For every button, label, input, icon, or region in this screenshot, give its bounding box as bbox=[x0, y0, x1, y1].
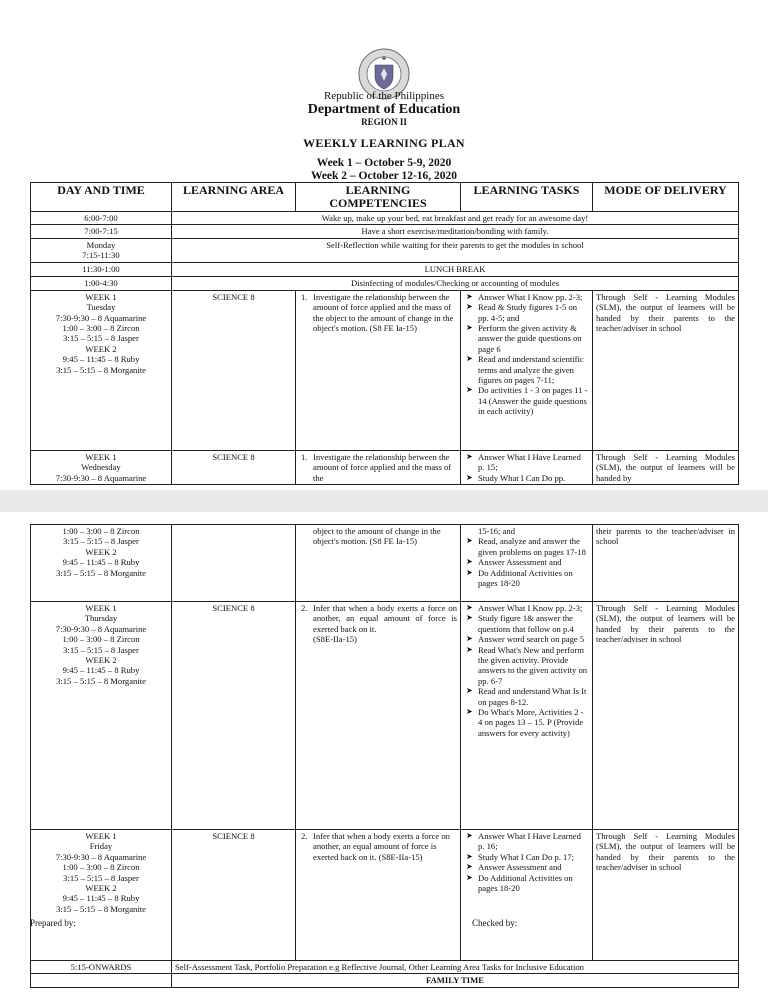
day-time-line: WEEK 2 bbox=[85, 343, 117, 354]
tasks-cell bbox=[461, 830, 593, 961]
day-time-line: WEEK 1 bbox=[85, 603, 117, 613]
day-time-line: WEEK 1 bbox=[85, 451, 117, 462]
routine-activity: Disinfecting of modules/Checking or accounting of modules bbox=[172, 276, 739, 290]
day-time-cell bbox=[31, 602, 172, 830]
mode-of-delivery: Through Self - Learning Modules (SLM), the output of learners will be handed by their parents to the teacher/adviser in school bbox=[593, 830, 739, 961]
arrow-bullet-icon: ➤ bbox=[466, 634, 473, 644]
task-item bbox=[466, 323, 589, 354]
day-time-line: WEEK 2 bbox=[85, 655, 117, 666]
day-time-line: Friday bbox=[89, 841, 113, 852]
day-time-cell bbox=[31, 525, 172, 602]
task-list bbox=[464, 292, 589, 417]
task-item bbox=[466, 557, 589, 568]
task-text: Answer Assessment and bbox=[478, 862, 562, 873]
table-row bbox=[31, 602, 739, 830]
day-time-line: Tuesday bbox=[86, 302, 116, 313]
day-time-line: Wednesday bbox=[81, 462, 121, 473]
day-time-lines bbox=[34, 603, 168, 686]
task-text: Answer What I Know pp. 2-3; bbox=[478, 291, 583, 302]
task-item bbox=[466, 707, 589, 738]
task-list bbox=[464, 452, 589, 483]
task-text: Answer Assessment and bbox=[478, 557, 562, 568]
task-item bbox=[466, 354, 589, 386]
arrow-bullet-icon: ➤ bbox=[466, 302, 473, 312]
task-text: Study figure 1& answer the questions that follow on p.4 bbox=[478, 613, 574, 634]
routine-time bbox=[31, 238, 172, 262]
table-row bbox=[31, 238, 739, 262]
day-time-line: 1:00 – 3:00 – 8 Zircon bbox=[62, 634, 140, 645]
task-text: Do Additional Activities on pages 18-20 bbox=[478, 567, 573, 589]
task-item bbox=[466, 451, 589, 473]
task-item bbox=[466, 385, 589, 417]
competency-cell bbox=[296, 290, 461, 450]
arrow-bullet-icon: ➤ bbox=[466, 644, 473, 654]
routine-activity: Self-Reflection while waiting for their parents to get the modules in school bbox=[172, 238, 739, 262]
day-time-cell bbox=[31, 830, 172, 961]
routine-time: 6:00-7:00 bbox=[31, 212, 172, 225]
day-time-line: Monday bbox=[86, 239, 116, 250]
family-time: FAMILY TIME bbox=[172, 974, 739, 988]
learning-plan-table bbox=[30, 182, 739, 485]
learning-area bbox=[172, 525, 296, 602]
task-item bbox=[466, 613, 589, 634]
region-text: REGION II bbox=[361, 117, 407, 127]
arrow-bullet-icon: ➤ bbox=[466, 872, 473, 882]
competency-cell bbox=[296, 602, 461, 830]
table-row bbox=[31, 450, 739, 484]
day-time-line: 3:15 – 5:15 – 8 Jasper bbox=[63, 872, 139, 883]
competency-number: 1. bbox=[301, 451, 308, 462]
arrow-bullet-icon: ➤ bbox=[466, 686, 473, 696]
arrow-bullet-icon: ➤ bbox=[466, 613, 473, 623]
tasks-cell bbox=[461, 450, 593, 484]
task-item bbox=[466, 686, 589, 707]
mode-of-delivery: Through Self - Learning Modules (SLM), the output of learners will be handed by bbox=[593, 450, 739, 484]
day-time-line: 7:30-9:30 – 8 Aquamarine bbox=[55, 312, 147, 323]
family-time-spacer bbox=[31, 974, 172, 988]
day-time-line: 7:30-9:30 – 8 Aquamarine bbox=[55, 851, 147, 862]
mode-of-delivery: Through Self - Learning Modules (SLM), the output of learners will be handed by their parents to the teacher/adviser in school bbox=[593, 602, 739, 830]
day-time-line: Thursday bbox=[84, 613, 118, 624]
day-time-line: WEEK 2 bbox=[85, 546, 117, 557]
tasks-cell bbox=[461, 525, 593, 602]
table-row bbox=[31, 830, 739, 961]
tasks-cell bbox=[461, 602, 593, 830]
republic-text: Republic of the Philippines bbox=[323, 90, 445, 102]
day-time-line: 1:00 – 3:00 – 8 Zircon bbox=[62, 323, 140, 334]
prepared-by-label: Prepared by: bbox=[30, 918, 76, 928]
day-time-line: 9:45 – 11:45 – 8 Ruby bbox=[62, 893, 140, 904]
onwards-time: 5:15-ONWARDS bbox=[31, 961, 172, 974]
competency-text: object to the amount of change in the object's motion. (S8 FE Ia-15) bbox=[313, 526, 441, 547]
table-row bbox=[31, 525, 739, 602]
day-time-cell bbox=[31, 290, 172, 450]
arrow-bullet-icon: ➤ bbox=[466, 385, 473, 395]
task-text: Answer What I Have Learned p. 15; bbox=[478, 451, 581, 473]
day-time-line: 3:15 – 5:15 – 8 Jasper bbox=[63, 536, 139, 547]
arrow-bullet-icon: ➤ bbox=[466, 603, 473, 612]
competency-text: Investigate the relationship between the amount of force applied and the mass of the object to the amount of change in the object's motion. (S8 FE Ia-15) bbox=[313, 291, 454, 334]
task-item bbox=[466, 862, 589, 873]
day-time-line: WEEK 1 bbox=[85, 831, 117, 841]
tasks-cell bbox=[461, 290, 593, 450]
arrow-bullet-icon: ➤ bbox=[466, 707, 473, 717]
arrow-bullet-icon: ➤ bbox=[466, 851, 473, 861]
task-item bbox=[466, 302, 589, 323]
table-row bbox=[31, 212, 739, 225]
learning-area: SCIENCE 8 bbox=[172, 602, 296, 830]
task-item bbox=[466, 831, 589, 852]
routine-activity: Wake up, make up your bed, eat breakfast and get ready for an awesome day! bbox=[172, 212, 739, 225]
routine-time: 1:00-4:30 bbox=[31, 276, 172, 290]
col-header-tasks: LEARNING TASKS bbox=[461, 183, 593, 212]
onwards-activity: Self-Assessment Task, Portfolio Preparation e.g Reflective Journal, Other Learning Area Tasks for Inclusive Education bbox=[172, 961, 739, 974]
arrow-bullet-icon: ➤ bbox=[466, 831, 473, 840]
day-time-line: 1:00 – 3:00 – 8 Zircon bbox=[62, 526, 140, 536]
task-text: Read and understand What Is It on pages 8-12. bbox=[478, 686, 587, 707]
task-continued: 15-16; and bbox=[478, 526, 515, 536]
day-time-line: WEEK 1 bbox=[85, 291, 117, 302]
day-time-lines bbox=[34, 831, 168, 914]
task-text: Answer word search on page 5 bbox=[478, 634, 585, 645]
day-time-line: WEEK 2 bbox=[85, 883, 117, 894]
page-two bbox=[0, 512, 768, 1006]
task-list bbox=[464, 603, 589, 738]
col-header-area: LEARNING AREA bbox=[172, 183, 296, 212]
day-time-lines bbox=[34, 292, 168, 375]
task-item bbox=[466, 872, 589, 894]
routine-activity: LUNCH BREAK bbox=[172, 262, 739, 276]
task-text: Perform the given activity & answer the guide questions on page 6 bbox=[478, 323, 582, 354]
competency-code: (S8E-IIa-15) bbox=[313, 634, 357, 645]
task-text: Read, analyze and answer the given problems on pages 17-18 bbox=[478, 536, 586, 557]
routine-activity: Have a short exercise/meditation/bonding with family. bbox=[172, 225, 739, 238]
task-text: Do What's More, Activities 2 - 4 on pages 13 – 15. P (Provide answers for every activity) bbox=[478, 707, 584, 738]
page-one bbox=[0, 0, 768, 490]
competency-number: 1. bbox=[301, 291, 308, 302]
col-header-competencies: LEARNING COMPETENCIES bbox=[296, 183, 461, 212]
day-time-line: 1:00 – 3:00 – 8 Zircon bbox=[62, 862, 140, 873]
task-item bbox=[466, 634, 589, 645]
mode-of-delivery: their parents to the teacher/adviser in school bbox=[593, 525, 739, 602]
task-list bbox=[464, 831, 589, 893]
arrow-bullet-icon: ➤ bbox=[466, 567, 473, 577]
day-time-line: 3:15 – 5:15 – 8 Morganite bbox=[56, 567, 146, 578]
day-time-line: 7:30-9:30 – 8 Aquamarine bbox=[55, 472, 147, 483]
checked-by-label: Checked by: bbox=[472, 918, 518, 928]
arrow-bullet-icon: ➤ bbox=[466, 557, 473, 567]
table-row bbox=[31, 225, 739, 238]
arrow-bullet-icon: ➤ bbox=[466, 323, 473, 333]
routine-time: 7:00-7:15 bbox=[31, 225, 172, 238]
day-time-line: 3:15 – 5:15 – 8 Jasper bbox=[63, 644, 139, 655]
task-item bbox=[466, 536, 589, 557]
arrow-bullet-icon: ➤ bbox=[466, 862, 473, 872]
day-time-line: 9:45 – 11:45 – 8 Ruby bbox=[62, 354, 140, 365]
competency-text: Infer that when a body exerts a force on another, an equal amount of force is exerted back on it. bbox=[313, 603, 457, 634]
arrow-bullet-icon: ➤ bbox=[466, 354, 473, 364]
task-text: Do Additional Activities on pages 18-20 bbox=[478, 872, 573, 894]
task-item bbox=[466, 603, 589, 613]
day-time-lines bbox=[34, 452, 168, 483]
task-text: Read What's New and perform the given activity. Provide answers to the given activity on pp. 6-7 bbox=[478, 644, 588, 686]
competency-number: 2. bbox=[301, 603, 308, 613]
day-time-line: 9:45 – 11:45 – 8 Ruby bbox=[62, 665, 140, 676]
task-text: Study What I Can Do pp. bbox=[478, 472, 566, 483]
competency-cell bbox=[296, 525, 461, 602]
table-row bbox=[31, 290, 739, 450]
task-item bbox=[466, 472, 589, 483]
task-item bbox=[466, 291, 589, 302]
table-header-row bbox=[31, 183, 739, 212]
table-row bbox=[31, 262, 739, 276]
task-text: Read & Study figures 1-5 on pp. 4-5; and bbox=[478, 302, 578, 323]
day-time-line: 3:15 – 5:15 – 8 Morganite bbox=[56, 675, 146, 686]
table-row bbox=[31, 974, 739, 988]
task-text: Study What I Can Do p. 17; bbox=[478, 851, 575, 862]
col-header-mode: MODE OF DELIVERY bbox=[593, 183, 739, 212]
table-row bbox=[31, 961, 739, 974]
task-item bbox=[466, 644, 589, 687]
routine-time: 11:30-1:00 bbox=[31, 262, 172, 276]
task-text: Read and understand scientific terms and analyze the given figures on pages 7-11; bbox=[478, 354, 584, 386]
task-item bbox=[466, 851, 589, 862]
day-time-cell bbox=[31, 450, 172, 484]
mode-of-delivery: Through Self - Learning Modules (SLM), the output of learners will be handed by their parents to the teacher/adviser in school bbox=[593, 290, 739, 450]
learning-area: SCIENCE 8 bbox=[172, 450, 296, 484]
col-header-day: DAY AND TIME bbox=[31, 183, 172, 212]
competency-number: 2. bbox=[301, 831, 308, 841]
competency-cell bbox=[296, 450, 461, 484]
task-list bbox=[464, 536, 589, 588]
week-one-dates: Week 1 – October 5-9, 2020 bbox=[316, 157, 452, 169]
learning-plan-table-continued bbox=[30, 524, 739, 988]
arrow-bullet-icon: ➤ bbox=[466, 291, 473, 301]
learning-area: SCIENCE 8 bbox=[172, 830, 296, 961]
task-item bbox=[466, 567, 589, 589]
task-text: Do activities 1 - 3 on pages 11 - 14 (Answer the guide questions in each activity) bbox=[478, 385, 588, 417]
arrow-bullet-icon: ➤ bbox=[466, 536, 473, 546]
day-time-line: 3:15 – 5:15 – 8 Morganite bbox=[56, 364, 146, 375]
monday-time-lines bbox=[34, 240, 168, 261]
learning-area: SCIENCE 8 bbox=[172, 290, 296, 450]
table-row bbox=[31, 276, 739, 290]
day-time-line: 9:45 – 11:45 – 8 Ruby bbox=[62, 557, 140, 568]
day-time-line: 3:15 – 5:15 – 8 Morganite bbox=[56, 903, 146, 914]
day-time-line: 7:30-9:30 – 8 Aquamarine bbox=[55, 623, 147, 634]
department-title: Department of Education bbox=[307, 102, 461, 117]
competency-cell bbox=[296, 830, 461, 961]
day-time-line: 3:15 – 5:15 – 8 Jasper bbox=[63, 333, 139, 344]
task-text: Answer What I Know pp. 2-3; bbox=[478, 603, 583, 613]
day-time-line: 7:15-11:30 bbox=[82, 250, 120, 261]
week-two-dates: Week 2 – October 12-16, 2020 bbox=[310, 170, 458, 182]
task-text: Answer What I Have Learned p. 16; bbox=[478, 831, 581, 852]
competency-text: Investigate the relationship between the amount of force applied and the mass of the bbox=[313, 451, 452, 483]
arrow-bullet-icon: ➤ bbox=[466, 472, 473, 482]
day-time-lines bbox=[34, 526, 168, 578]
arrow-bullet-icon: ➤ bbox=[466, 451, 473, 461]
competency-text: Infer that when a body exerts a force on another, an equal amount of force is exerted back on it. (S8E-IIa-15) bbox=[313, 831, 450, 862]
plan-title: WEEKLY LEARNING PLAN bbox=[303, 136, 465, 150]
